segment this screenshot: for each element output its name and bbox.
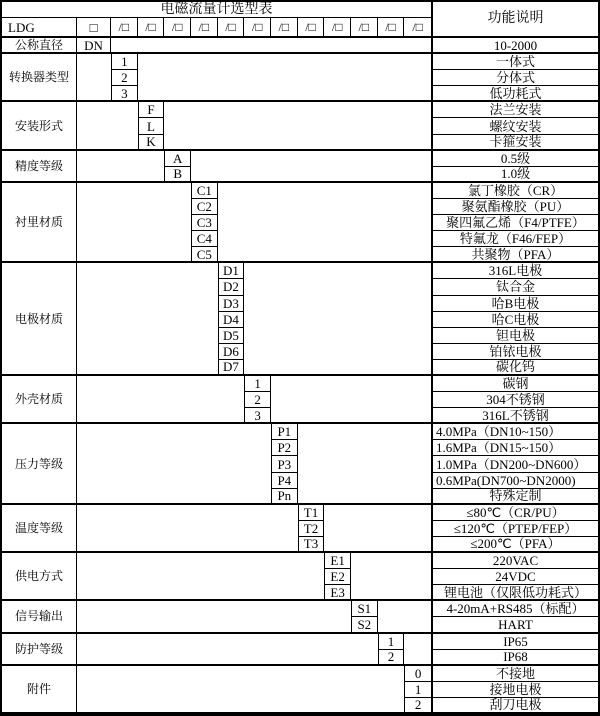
model-slot: /□ (404, 18, 431, 38)
option-code: F (138, 102, 165, 118)
option-code: P2 (271, 440, 298, 456)
option-code: 2 (404, 698, 431, 714)
option-code: D2 (218, 279, 245, 295)
filler-cell (77, 424, 271, 504)
option-code: T3 (298, 537, 325, 553)
option-code: 0 (404, 666, 431, 682)
model-slot: /□ (138, 18, 165, 38)
option-code: S1 (351, 601, 378, 617)
model-slot: /□ (218, 18, 245, 38)
option-desc: 4-20mA+RS485（标配） (431, 601, 598, 617)
filler-cell (164, 102, 431, 150)
filler-cell (77, 666, 404, 714)
option-code: D4 (218, 312, 245, 328)
option-code: 3 (111, 86, 138, 102)
option-desc: 哈C电极 (431, 312, 598, 328)
option-desc: 哈B电极 (431, 296, 598, 312)
option-desc: 10-2000 (431, 38, 598, 54)
filler-cell (324, 505, 431, 553)
option-desc: 钛合金 (431, 279, 598, 295)
option-code: C2 (191, 199, 218, 215)
option-desc: 分体式 (431, 70, 598, 86)
option-desc: 特殊定制 (431, 489, 598, 505)
option-code: E2 (324, 569, 351, 585)
option-code: 3 (244, 408, 271, 424)
filler-cell (111, 38, 431, 54)
option-desc: 铂铱电极 (431, 344, 598, 360)
option-desc: ≤80℃（CR/PU） (431, 505, 598, 521)
filler-cell (77, 54, 111, 102)
table-title: 电磁流量计选型表 (2, 2, 431, 18)
option-desc: 316L不锈钢 (431, 408, 598, 424)
filler-cell (378, 601, 431, 633)
group-label: 温度等级 (2, 505, 77, 553)
model-slot: /□ (378, 18, 405, 38)
model-slot: /□ (244, 18, 271, 38)
option-desc: 碳化钨 (431, 360, 598, 376)
group-label: 供电方式 (2, 553, 77, 601)
group-label: 转换器类型 (2, 54, 77, 102)
option-code: B (164, 167, 191, 183)
option-desc: 法兰安装 (431, 102, 598, 118)
filler-cell (77, 505, 298, 553)
option-code: E3 (324, 585, 351, 601)
filler-cell (77, 601, 351, 633)
function-column-header: 功能说明 (431, 2, 598, 38)
filler-cell (351, 553, 431, 601)
option-code: A (164, 151, 191, 167)
option-code: S2 (351, 617, 378, 633)
option-code: E1 (324, 553, 351, 569)
group-label: 精度等级 (2, 151, 77, 183)
option-desc: 一体式 (431, 54, 598, 70)
option-code: C4 (191, 231, 218, 247)
filler-cell (77, 183, 191, 263)
option-desc: 220VAC (431, 553, 598, 569)
option-code: D1 (218, 263, 245, 279)
option-desc: 特氟龙（F46/FEP） (431, 231, 598, 247)
group-label: 电极材质 (2, 263, 77, 376)
option-code: 1 (244, 376, 271, 392)
group-label: 防护等级 (2, 634, 77, 666)
option-code: D7 (218, 360, 245, 376)
option-desc: 聚氨酯橡胶（PU） (431, 199, 598, 215)
filler-cell (138, 54, 431, 102)
option-code: C3 (191, 215, 218, 231)
option-code: DN (77, 38, 111, 54)
option-desc: IP65 (431, 634, 598, 650)
group-label: 衬里材质 (2, 183, 77, 263)
model-slot: /□ (191, 18, 218, 38)
option-code: T1 (298, 505, 325, 521)
model-slot: /□ (111, 18, 138, 38)
group-label: 安装形式 (2, 102, 77, 150)
filler-cell (298, 424, 431, 504)
option-desc: 低功耗式 (431, 86, 598, 102)
option-desc: 刮刀电极 (431, 698, 598, 714)
model-slot: /□ (324, 18, 351, 38)
option-desc: 接地电极 (431, 682, 598, 698)
option-desc: 锂电池（仅限低功耗式） (431, 585, 598, 601)
option-code: P1 (271, 424, 298, 440)
option-desc: 1.0级 (431, 167, 598, 183)
option-desc: 0.5级 (431, 151, 598, 167)
filler-cell (191, 151, 431, 183)
model-slot: /□ (271, 18, 298, 38)
option-code: 1 (378, 634, 405, 650)
option-desc: 304不锈钢 (431, 392, 598, 408)
filler-cell (77, 151, 164, 183)
group-label: 外壳材质 (2, 376, 77, 424)
option-desc: 24VDC (431, 569, 598, 585)
option-desc: 聚四氟乙烯（F4/PTFE） (431, 215, 598, 231)
filler-cell (77, 376, 244, 424)
option-desc: 4.0MPa（DN10~150） (431, 424, 598, 440)
option-code: C1 (191, 183, 218, 199)
option-desc: 碳钢 (431, 376, 598, 392)
option-desc: 1.0MPa（DN200~DN600） (431, 456, 598, 472)
option-desc: ≤200℃（PFA） (431, 537, 598, 553)
option-desc: 钽电极 (431, 328, 598, 344)
group-label: 压力等级 (2, 424, 77, 504)
model-prefix: LDG (2, 18, 77, 38)
group-label: 附件 (2, 666, 77, 714)
option-desc: 1.6MPa（DN15~150） (431, 440, 598, 456)
option-desc: ≤120℃（PTEP/FEP） (431, 521, 598, 537)
filler-cell (271, 376, 431, 424)
option-desc: 0.6MPa(DN700~DN2000) (431, 473, 598, 489)
option-desc: 316L电极 (431, 263, 598, 279)
filler-cell (218, 183, 431, 263)
option-code: D3 (218, 296, 245, 312)
option-code: K (138, 135, 165, 151)
option-desc: 氯丁橡胶（CR） (431, 183, 598, 199)
filler-cell (77, 553, 324, 601)
option-code: P4 (271, 473, 298, 489)
group-label: 公称直径 (2, 38, 77, 54)
option-code: C5 (191, 247, 218, 263)
filler-cell (244, 263, 431, 376)
group-label: 信号输出 (2, 601, 77, 633)
option-desc: 不接地 (431, 666, 598, 682)
option-desc: 共聚物（PFA） (431, 247, 598, 263)
option-code: D6 (218, 344, 245, 360)
option-code: 2 (111, 70, 138, 86)
option-code: 2 (244, 392, 271, 408)
model-box-cell: □ (77, 18, 111, 38)
model-slot: /□ (351, 18, 378, 38)
filler-cell (77, 102, 138, 150)
option-code: T2 (298, 521, 325, 537)
filler-cell (77, 634, 378, 666)
option-desc: 螺纹安装 (431, 118, 598, 134)
option-code: 2 (378, 650, 405, 666)
model-slot: /□ (298, 18, 325, 38)
option-code: P3 (271, 456, 298, 472)
option-code: L (138, 118, 165, 134)
model-slot: /□ (164, 18, 191, 38)
filler-cell (77, 263, 218, 376)
option-desc: HART (431, 617, 598, 633)
option-desc: 卡箍安装 (431, 135, 598, 151)
option-code: 1 (111, 54, 138, 70)
option-code: 1 (404, 682, 431, 698)
option-desc: IP68 (431, 650, 598, 666)
option-code: Pn (271, 489, 298, 505)
filler-cell (404, 634, 431, 666)
option-code: D5 (218, 328, 245, 344)
